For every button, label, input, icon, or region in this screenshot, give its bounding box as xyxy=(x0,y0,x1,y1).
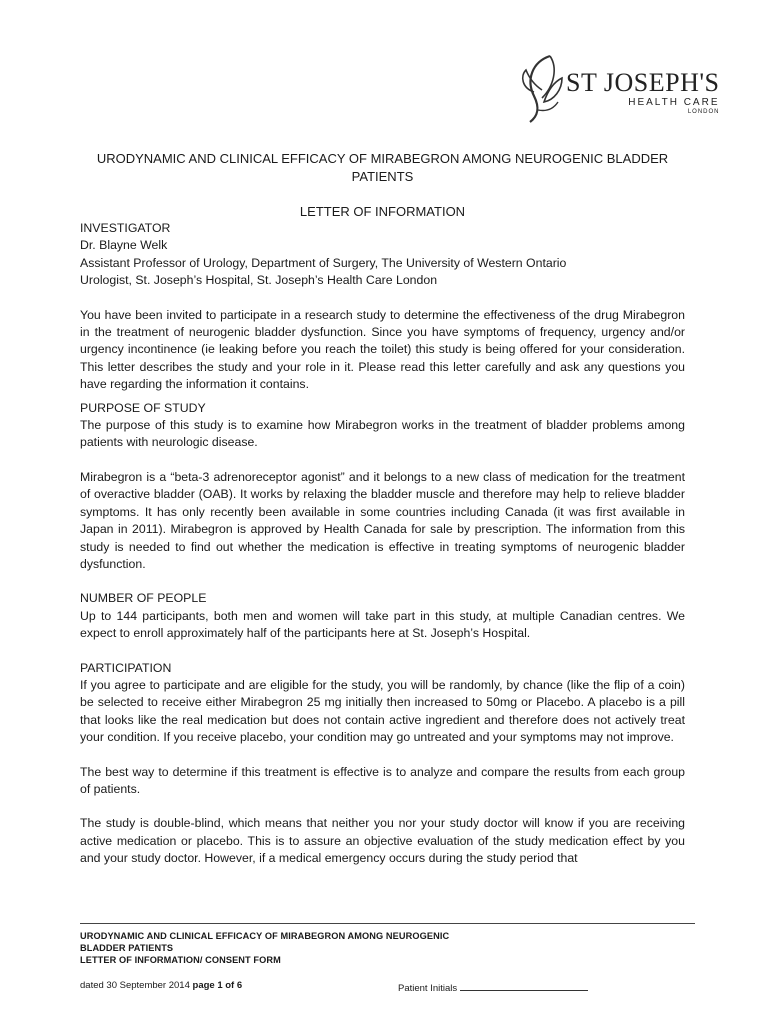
patient-initials-label: Patient Initials xyxy=(398,983,458,994)
logo-wordmark xyxy=(566,70,720,115)
logo-subtitle: HEALTH CARE xyxy=(628,97,720,108)
logo-name: ST JOSEPH'S xyxy=(566,68,720,97)
footer-title-line2: BLADDER PATIENTS xyxy=(80,943,174,953)
footer-title-line1: URODYNAMIC AND CLINICAL EFFICACY OF MIRABEGRON AMONG NEUROGENIC xyxy=(80,931,450,941)
patient-initials-field[interactable] xyxy=(398,980,588,994)
document-title: URODYNAMIC AND CLINICAL EFFICACY OF MIRABEGRON AMONG NEUROGENIC BLADDER PATIENTS xyxy=(96,151,669,184)
logo-city: LONDON xyxy=(687,109,720,115)
investigator-title-line2: Urologist, St. Joseph’s Hospital, St. Joseph’s Health Care London xyxy=(80,273,438,288)
footer-dated: dated 30 September 2014 xyxy=(80,980,190,991)
document-subtitle: LETTER OF INFORMATION xyxy=(299,204,466,219)
purpose-paragraph-1: The purpose of this study is to examine how Mirabegron works in the treatment of bladder problems among patients with neurologic disease. xyxy=(80,418,685,450)
intro-paragraph: You have been invited to participate in a research study to determine the effectiveness of the drug Mirabegron in the treatment of neurogenic bladder dysfunction. Since you have symptoms of frequency, urgency and/or urgency incontinence (ie leaking before you reach the toilet) this study is being offered for your consideration. This letter describes the study and your role in it. Please read this letter carefully and ask any questions you have regarding the information it contains. xyxy=(80,307,685,392)
footer-page-number: page 1 of 6 xyxy=(192,980,243,991)
st-josephs-logo xyxy=(520,52,720,124)
footer-title-block xyxy=(80,930,449,966)
document-body xyxy=(80,220,685,868)
investigator-title-line1: Assistant Professor of Urology, Department of Surgery, The University of Western Ontario xyxy=(80,255,567,270)
investigator-heading: INVESTIGATOR xyxy=(80,221,171,235)
footer-meta xyxy=(80,980,695,994)
leaf-emblem-icon xyxy=(520,52,570,124)
investigator-name: Dr. Blayne Welk xyxy=(80,238,168,253)
purpose-heading: PURPOSE OF STUDY xyxy=(80,400,206,415)
participation-heading: PARTICIPATION xyxy=(80,660,172,675)
participation-paragraph-2: The best way to determine if this treatment is effective is to analyze and compare the results from each group of patients. xyxy=(80,764,685,796)
footer-title-line3: LETTER OF INFORMATION/ CONSENT FORM xyxy=(80,955,281,965)
purpose-paragraph-2: Mirabegron is a “beta-3 adrenoreceptor agonist” and it belongs to a new class of medication for the treatment of overactive bladder (OAB). It works by relaxing the bladder muscle and therefore may help to relieve bladder symptoms. It has only recently been available in some countries including Canada (it was first available in Japan in 2011). Mirabegron is approved by Health Canada for sale by prescription. The information from this study is needed to find out whether the medication is effective in treating symptoms of neurogenic bladder dysfunction. xyxy=(80,469,685,571)
footer-divider xyxy=(80,923,695,924)
patient-initials-blank[interactable] xyxy=(460,980,588,991)
participation-paragraph-3: The study is double-blind, which means that neither you nor your study doctor will know if you are receiving active medication or placebo. This is to assure an objective evaluation of the study medication effect by you and your study doctor. However, if a medical emergency occurs during the study period that xyxy=(80,816,685,866)
participation-paragraph-1: If you agree to participate and are eligible for the study, you will be randomly, by chance (like the flip of a coin) be selected to receive either Mirabegron 25 mg initially then increased to 50mg or Placebo. A placebo is a pill that looks like the real medication but does not contain active ingredient and therefore does not actively treat your condition. If you receive placebo, your condition may go untreated and your symptoms may not improve. xyxy=(80,677,685,745)
people-paragraph: Up to 144 participants, both men and women will take part in this study, at multiple Canadian centres. We expect to enroll approximately half of the participants here at St. Joseph’s Hospital. xyxy=(80,608,685,641)
people-heading: NUMBER OF PEOPLE xyxy=(80,591,207,606)
